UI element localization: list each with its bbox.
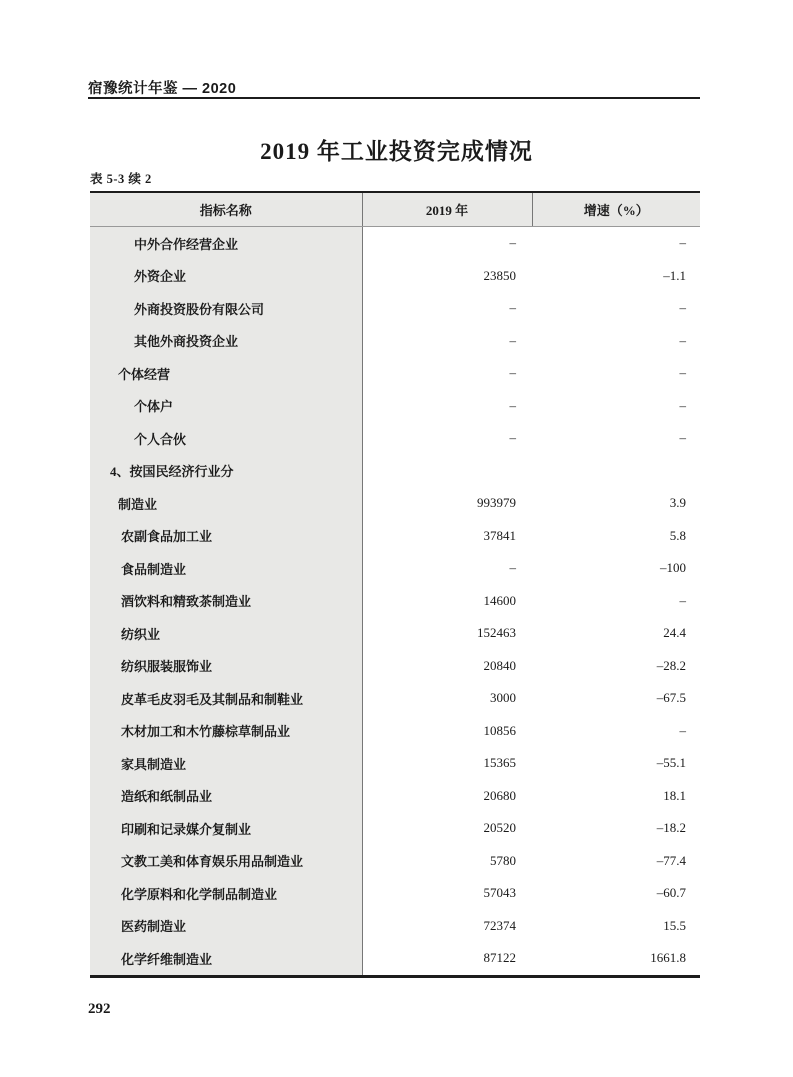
value-2019: 20680 bbox=[483, 787, 516, 803]
table-body bbox=[90, 227, 700, 977]
value-2019: 87122 bbox=[483, 950, 516, 966]
value-2019: 5780 bbox=[490, 852, 516, 868]
indicator-name: 纺织服装服饰业 bbox=[90, 650, 362, 683]
yearbook-header: 宿豫统计年鉴 — 2020 bbox=[88, 81, 237, 97]
value-2019: – bbox=[509, 430, 516, 446]
value-2019: 37841 bbox=[483, 527, 516, 543]
value-2019: 23850 bbox=[483, 267, 516, 283]
table-row bbox=[90, 747, 700, 780]
value-2019: 72374 bbox=[483, 917, 516, 933]
table-row bbox=[90, 650, 700, 683]
value-2019: – bbox=[509, 235, 516, 251]
value-2019: – bbox=[509, 300, 516, 316]
indicator-name: 个人合伙 bbox=[90, 422, 362, 455]
value-growth: – bbox=[679, 592, 686, 608]
indicator-name: 文教工美和体育娱乐用品制造业 bbox=[90, 845, 362, 878]
value-growth: –1.1 bbox=[663, 267, 686, 283]
indicator-name: 食品制造业 bbox=[90, 552, 362, 585]
table-row bbox=[90, 487, 700, 520]
value-growth: – bbox=[679, 332, 686, 348]
table-row bbox=[90, 325, 700, 358]
table-row bbox=[90, 552, 700, 585]
value-growth: 3.9 bbox=[669, 495, 686, 511]
value-growth: –77.4 bbox=[656, 852, 686, 868]
table-row bbox=[90, 812, 700, 845]
indicator-name: 农副食品加工业 bbox=[90, 520, 362, 553]
indicator-name: 造纸和纸制品业 bbox=[90, 780, 362, 813]
table-row bbox=[90, 845, 700, 878]
value-growth: –55.1 bbox=[656, 755, 686, 771]
indicator-name: 外商投资股份有限公司 bbox=[90, 292, 362, 325]
table-row bbox=[90, 715, 700, 748]
column-header-indicator: 指标名称 bbox=[90, 192, 362, 227]
column-header-growth: 增速（%） bbox=[532, 192, 700, 227]
table-row bbox=[90, 455, 700, 488]
table-row bbox=[90, 617, 700, 650]
table-label: 表 5-3 续 2 bbox=[90, 172, 152, 186]
page-title: 2019 年工业投资完成情况 bbox=[260, 139, 533, 164]
value-growth: – bbox=[679, 722, 686, 738]
indicator-name: 个体户 bbox=[90, 390, 362, 423]
header-rule bbox=[88, 97, 700, 99]
table-row bbox=[90, 227, 700, 260]
table-row bbox=[90, 260, 700, 293]
table-row bbox=[90, 942, 700, 976]
value-2019: 993979 bbox=[477, 495, 516, 511]
value-2019: 152463 bbox=[477, 625, 516, 641]
value-2019: 3000 bbox=[490, 690, 516, 706]
value-growth: – bbox=[679, 365, 686, 381]
value-2019: – bbox=[509, 365, 516, 381]
value-2019: 14600 bbox=[483, 592, 516, 608]
table-header-row bbox=[90, 192, 700, 227]
indicator-name: 印刷和记录媒介复制业 bbox=[90, 812, 362, 845]
value-growth bbox=[532, 455, 700, 488]
page-number: 292 bbox=[88, 1001, 111, 1017]
value-growth: 1661.8 bbox=[650, 950, 686, 966]
investment-table bbox=[90, 191, 700, 978]
table-head bbox=[90, 192, 700, 227]
value-2019: 10856 bbox=[483, 722, 516, 738]
value-growth: –60.7 bbox=[656, 885, 686, 901]
indicator-name: 中外合作经营企业 bbox=[90, 227, 362, 260]
value-growth: – bbox=[679, 430, 686, 446]
value-2019: 20840 bbox=[483, 657, 516, 673]
table-row bbox=[90, 877, 700, 910]
indicator-name: 纺织业 bbox=[90, 617, 362, 650]
value-2019: – bbox=[509, 397, 516, 413]
value-2019: – bbox=[509, 332, 516, 348]
indicator-name: 医药制造业 bbox=[90, 910, 362, 943]
column-header-2019: 2019 年 bbox=[362, 192, 532, 227]
indicator-name: 化学原料和化学制品制造业 bbox=[90, 877, 362, 910]
indicator-name: 外资企业 bbox=[90, 260, 362, 293]
value-growth: – bbox=[679, 300, 686, 316]
table-row bbox=[90, 780, 700, 813]
value-2019: 20520 bbox=[483, 820, 516, 836]
table-row bbox=[90, 292, 700, 325]
value-growth: 15.5 bbox=[663, 917, 686, 933]
value-growth: 24.4 bbox=[663, 625, 686, 641]
value-2019: 15365 bbox=[483, 755, 516, 771]
table-row bbox=[90, 390, 700, 423]
indicator-name: 皮革毛皮羽毛及其制品和制鞋业 bbox=[90, 682, 362, 715]
indicator-name: 个体经营 bbox=[90, 357, 362, 390]
value-growth: – bbox=[679, 235, 686, 251]
table-row bbox=[90, 910, 700, 943]
table-row bbox=[90, 682, 700, 715]
table-row bbox=[90, 520, 700, 553]
table-row bbox=[90, 585, 700, 618]
indicator-name: 4、按国民经济行业分 bbox=[90, 455, 362, 488]
indicator-name: 家具制造业 bbox=[90, 747, 362, 780]
value-2019: 57043 bbox=[483, 885, 516, 901]
value-growth: 5.8 bbox=[669, 527, 686, 543]
indicator-name: 其他外商投资企业 bbox=[90, 325, 362, 358]
indicator-name: 酒饮料和精致茶制造业 bbox=[90, 585, 362, 618]
value-growth: – bbox=[679, 397, 686, 413]
indicator-name: 制造业 bbox=[90, 487, 362, 520]
indicator-name: 化学纤维制造业 bbox=[90, 942, 362, 976]
value-growth: 18.1 bbox=[663, 787, 686, 803]
value-growth: –18.2 bbox=[656, 820, 686, 836]
value-2019 bbox=[362, 455, 532, 488]
value-2019: – bbox=[509, 560, 516, 576]
value-growth: –100 bbox=[660, 560, 686, 576]
table-row bbox=[90, 357, 700, 390]
value-growth: –67.5 bbox=[656, 690, 686, 706]
table-row bbox=[90, 422, 700, 455]
indicator-name: 木材加工和木竹藤棕草制品业 bbox=[90, 715, 362, 748]
value-growth: –28.2 bbox=[656, 657, 686, 673]
